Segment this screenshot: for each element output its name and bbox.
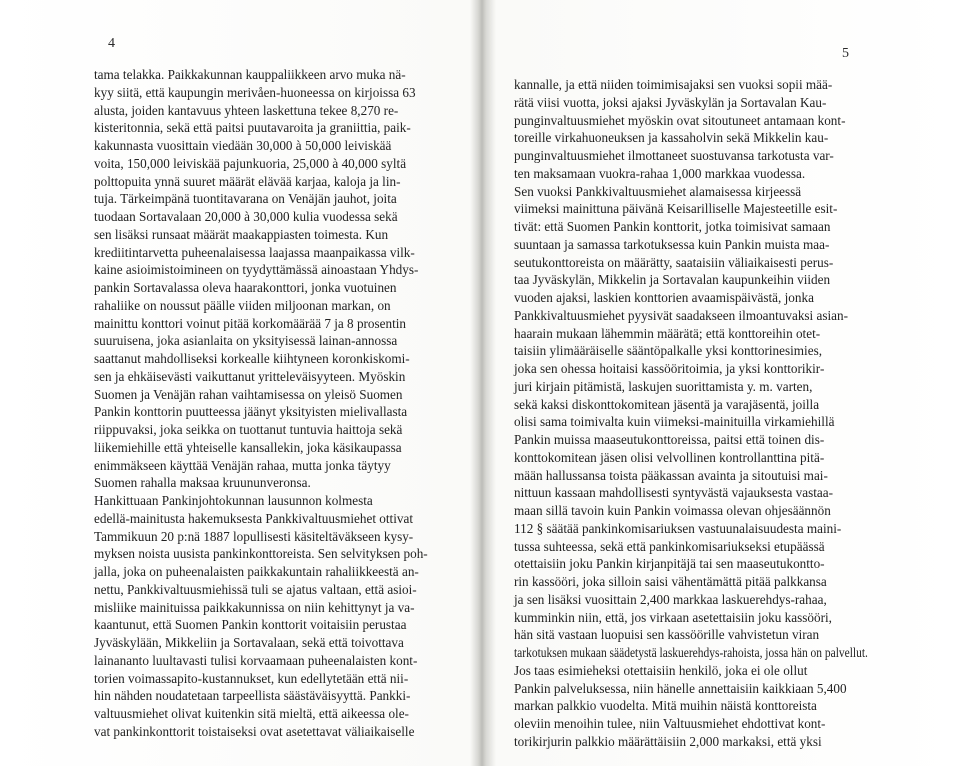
- right-line: Jos taas esimieheksi otettaisiin henkilö, joka ei ole ollut: [514, 662, 808, 678]
- right-line: nittuun kassaan mahdollisesti syntyvästä vajauksesta vastaa-: [514, 485, 833, 501]
- right-line: torikirjurin palkkio määrättäisiin 2,000 markaksi, että yksi: [514, 733, 822, 749]
- left-line: liikemiehille että yhteiselle kansallekin, joka käsikaupassa: [94, 439, 402, 455]
- left-line: kaantunut, että Suomen Pankin konttorit voitaisiin perustaa: [94, 617, 407, 633]
- right-line: viimeksi mainittuna päivänä Keisarilliselle Majesteetille esit-: [514, 201, 838, 217]
- right-line: Pankin palveluksessa, niin hänelle annettaisiin kaikkiaan 5,400: [514, 680, 847, 696]
- left-line: torien voimassapito-kustannukset, kun edellytetään että nii-: [94, 670, 409, 686]
- right-line: mään hallussansa toista pääkassan avainta ja sitoutuisi mai-: [514, 467, 828, 483]
- left-line: sen ja ehkäisevästi vaikuttanut yritteleväisyyteen. Myöskin: [94, 368, 406, 384]
- right-line: juri kirjain pitämistä, laskujen suorittamista y. m. varten,: [514, 378, 813, 394]
- left-line: krediitintarvetta puheenalaisessa laajassa maanpaikassa vilk-: [94, 244, 415, 260]
- right-line: kumminkin niin, että, jos virkaan asetettaisiin joku kassööri,: [514, 609, 832, 625]
- left-line: vat pankinkonttorit toistaiseksi ovat asetettavat väliaikaiselle: [94, 723, 415, 739]
- left-line: saattanut mahdolliseksi korkealle kiihtyneen koronkiskomi-: [94, 351, 410, 366]
- left-line: Suomen ja Venäjän rahan vaihtamisessa on yleisö Suomen: [94, 386, 403, 402]
- left-line: myksen noista uusista pankinkonttoreista. Sen selvityksen poh-: [94, 546, 428, 562]
- right-line: haarain mukaan lähemmin määrätä; että konttoreihin otet-: [514, 325, 821, 341]
- left-line: valtuusmiehet olivat kuitenkin sitä mieltä, että aikeessa ole-: [94, 706, 409, 721]
- left-line: mainittu konttori voinut pitää korkomäärää 7 ja 8 prosentin: [94, 315, 407, 331]
- left-line: edellä-mainitusta hakemuksesta Pankkivaltuusmiehet ottivat: [94, 510, 413, 526]
- left-line: enimmäkseen käyttää Venäjän rahaa, mutta jonka täytyy: [94, 457, 391, 473]
- right-line: taisiin ylimääräiselle sääntöpalkalle yksi konttorinesimies,: [514, 343, 823, 359]
- right-line: 112 § säätää pankinkomisariuksen vastuunalaisuudesta maini-: [514, 520, 842, 536]
- left-line: misliike mainituissa paikkakunnissa on niin kehittynyt ja va-: [94, 599, 415, 615]
- right-line: toreille virkahuoneuksen ja kassaholvin sekä Mikkelin kau-: [514, 130, 829, 146]
- right-line: maan sillä tavoin kuin Pankin voimassa olevan ohjesäännön: [514, 503, 831, 518]
- right-line: seutukonttoreista on määrätty, saataisiin väliaikaisesti perus-: [514, 254, 834, 270]
- right-line: otettaisiin joku Pankin kirjanpitäjä tai sen maaseutukontto-: [514, 556, 825, 572]
- left-line: kisteritonnia, sekä että paitsi puutavaroita ja graniittia, paik-: [94, 120, 411, 136]
- right-line: tarkotuksen mukaan säädetystä laskuerehdys-rahoista, jossa hän on palvellut.: [514, 645, 868, 660]
- left-line: tuja. Tärkeimpänä tuontitavarana on Venäjän jauhot, joita: [94, 191, 397, 207]
- right-line: olisi sama toimivalta kuin viimeksi-mainituilla virkamiehillä: [514, 414, 835, 430]
- right-line: kannalle, ja että niiden toimimisajaksi sen vuoksi sopii mää-: [514, 77, 833, 92]
- left-line: sen lisäksi runsaat määrät maakappiasten toimesta. Kun: [94, 226, 389, 242]
- left-line: lainananto luultavasti tulisi korvaamaan puheenalaisten kont-: [94, 652, 418, 668]
- left-line: Hankittuaan Pankinjohtokunnan lausunnon kolmesta: [94, 493, 373, 508]
- right-line: tussa suhteessa, sekä että pankinkomisariukseksi etupäässä: [514, 538, 825, 554]
- right-line: joka sen ohessa hoitaisi kassööritoimia, ja yksi konttorikir-: [514, 361, 825, 376]
- right-line: markan palkkio vuodelta. Mitä muihin näistä konttoreista: [514, 698, 817, 714]
- left-line: Jyväskylään, Mikkeliin ja Sortavalaan, sekä että toivottava: [94, 635, 404, 650]
- right-line: Pankin muissa maaseutukonttoreissa, paitsi että toinen dis-: [514, 432, 825, 447]
- left-line: kaine asioimistoimineen on tyydyttämässä ainoastaan Yhdys-: [94, 262, 419, 278]
- right-line: ten maksamaan vuokra-rahaa 1,000 markkaa vuodessa.: [514, 165, 806, 181]
- left-line: alusta, joiden kantavuus yhteen laskettuna tekee 8,270 re-: [94, 102, 399, 118]
- right-line: taa Jyväskylän, Mikkelin ja Sortavalan kaupunkeihin viiden: [514, 272, 831, 288]
- left-line: riippuvaksi, joka seikka on tuottanut tuntuvia haittoja sekä: [94, 422, 403, 437]
- left-line: Tammikuun 20 p:nä 1887 lopullisesti käsiteltäväkseen kysy-: [94, 528, 414, 544]
- left-line: voita, 150,000 leiviskää pajunkuoria, 25,000 à 40,000 syltä: [94, 155, 407, 171]
- left-line: suuruisena, joka asianlaita on yksityisessä lainan-annossa: [94, 333, 398, 349]
- right-line: hän sitä vastaan luopuisi sen kassöörille vahvistetun viran: [514, 627, 820, 643]
- left-line: tama telakka. Paikkakunnan kauppaliikkeen arvo muka nä-: [94, 67, 406, 82]
- left-line: Suomen rahalla maksaa kruununveronsa.: [94, 475, 311, 491]
- left-line: nettu, Pankkivaltuusmiehissä tuli se ajatus valtaan, että asioi-: [94, 581, 417, 597]
- right-line: oleviin menoihin tulee, niin Valtuusmiehet ehdottivat kont-: [514, 716, 826, 731]
- right-line: suuntaan ja samassa tarkotuksessa kuin Pankin muista maa-: [514, 236, 830, 252]
- right-page-number: 5: [842, 46, 849, 61]
- right-line: Pankkivaltuusmiehet pyysivät saadakseen ilmoantuvaksi asian-: [514, 307, 849, 323]
- right-line: sekä kaksi diskonttokomitean jäsentä ja varajäsentä, joilla: [514, 396, 820, 412]
- left-line: hin nähden noudatetaan tarpeellista säästäväisyyttä. Pankki-: [94, 688, 411, 704]
- right-line: punginvaltuusmiehet myöskin ovat sitoutuneet antamaan kont-: [514, 112, 846, 128]
- left-line: jalla, joka on puheenalaisten paikkakuntain rahaliikkeestä an-: [94, 564, 419, 579]
- right-line: konttokomitean jäsen olisi velvollinen kontrollanttina pitä-: [514, 449, 825, 465]
- left-line: pankin Sortavalassa oleva haarakonttori, jonka vuotuinen: [94, 280, 397, 295]
- right-line: Sen vuoksi Pankkivaltuusmiehet alamaisessa kirjeessä: [514, 183, 802, 199]
- left-line: rahaliike on noussut päälle viiden miljoonan markan, on: [94, 297, 391, 313]
- left-line: Pankin konttorin puutteessa jäänyt yksityisten mielivallasta: [94, 404, 408, 420]
- right-line: punginvaltuusmiehet ilmottaneet suostuvansa tarkotusta var-: [514, 148, 834, 163]
- left-line: kyy siitä, että kaupungin merivåen-huoneessa on kirjoissa 63: [94, 84, 416, 100]
- right-line: ja sen lisäksi vuosittain 2,400 markkaa laskuerehdys-rahaa,: [514, 591, 827, 607]
- left-line: kakunnasta vuosittain viedään 30,000 à 50,000 leiviskää: [94, 138, 392, 153]
- right-line: rätä viisi vuotta, joksi ajaksi Jyväskylän ja Sortavalan Kau-: [514, 94, 827, 110]
- left-page-number: 4: [108, 36, 115, 51]
- right-line: tivät: että Suomen Pankin konttorit, jotka toimisivat samaan: [514, 219, 831, 234]
- right-line: rin kassööri, joka silloin saisi vähentämättä pitää palkkansa: [514, 574, 827, 589]
- left-line: tuodaan Sortavalaan 20,000 à 30,000 kulia vuodessa sekä: [94, 209, 398, 224]
- right-line: vuoden ajaksi, laskien konttorien avaamispäivästä, jonka: [514, 290, 814, 305]
- left-line: polttopuita ynnä suuret määrät elävää karjaa, kaloja ja lin-: [94, 173, 401, 189]
